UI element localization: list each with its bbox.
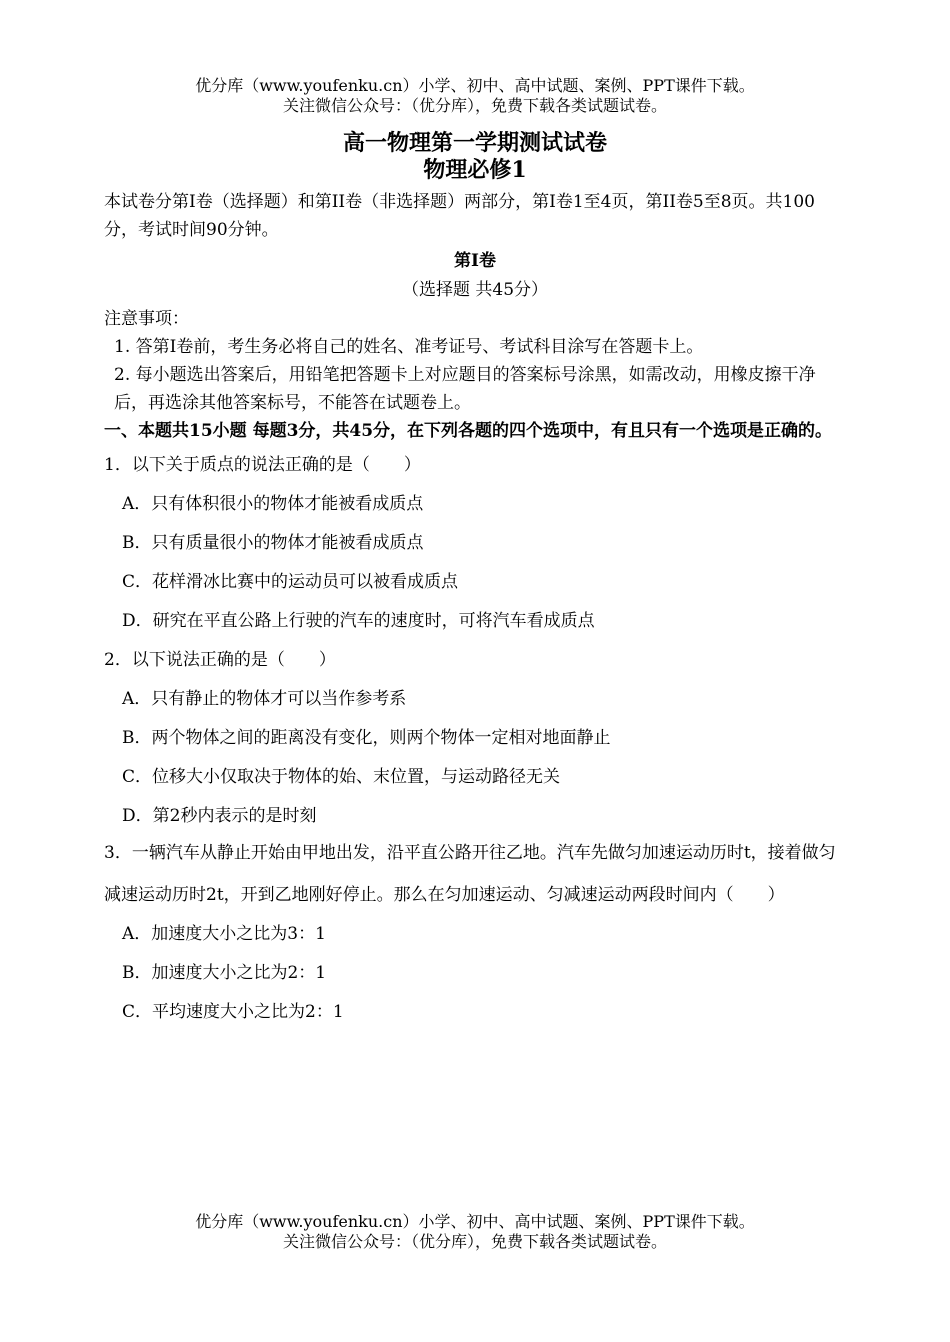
question-stem: 2．以下说法正确的是（ ） [104,650,336,670]
option-d: D．第2秒内表示的是时刻 [122,806,317,826]
section-1-instruction: 一、本题共15小题 每题3分，共45分，在下列各题的四个选项中，有且只有一个选项是正确的。 [104,421,833,441]
option-b: B．加速度大小之比为2：1 [122,963,327,983]
option-d: D．研究在平直公路上行驶的汽车的速度时，可将汽车看成质点 [122,611,595,631]
option-a: A．加速度大小之比为3：1 [122,924,326,944]
option-a: A．只有体积很小的物体才能被看成质点 [122,494,424,514]
title-block [0,130,950,184]
notice-heading: 注意事项： [104,309,189,329]
option-c: C．花样滑冰比赛中的运动员可以被看成质点 [122,572,459,592]
notice-item-2: 2. 每小题选出答案后，用铅笔把答题卡上对应题目的答案标号涂黑，如需改动，用橡皮擦干净后，再选涂其他答案标号，不能答在试题卷上。 [114,365,816,413]
option-b: B．两个物体之间的距离没有变化，则两个物体一定相对地面静止 [122,728,611,748]
exam-intro: 本试卷分第I卷（选择题）和第II卷（非选择题）两部分，第I卷1至4页，第II卷5至8页。共100分，考试时间90分钟。 [104,192,816,240]
footer-line-1: 优分库（www.youfenku.cn）小学、初中、高中试题、案例、PPT课件下载。 [195,1212,755,1231]
part1-subtitle: （选择题 共45分） [401,280,549,300]
question-3 [104,832,846,1026]
part1-title: 第I卷 [454,251,496,271]
question-2 [104,646,846,830]
header-line-1: 优分库（www.youfenku.cn）小学、初中、高中试题、案例、PPT课件下载。 [195,76,755,95]
exam-content [104,188,846,1026]
question-stem: 3．一辆汽车从静止开始由甲地出发，沿平直公路开往乙地。汽车先做匀加速运动历时t，接着做匀减速运动历时2t，开到乙地刚好停止。那么在匀加速运动、匀减速运动两段时间内（ ） [104,843,836,905]
option-c: C．平均速度大小之比为2：1 [122,1002,344,1022]
notice-item-1: 1. 答第I卷前，考生务必将自己的姓名、准考证号、考试科目涂写在答题卡上。 [114,337,704,357]
exam-subtitle: 物理必修1 [423,157,527,183]
header-line-2: 关注微信公众号：（优分库），免费下载各类试题试卷。 [282,96,667,115]
footer-line-2: 关注微信公众号：（优分库），免费下载各类试题试卷。 [282,1232,667,1251]
exam-title: 高一物理第一学期测试试卷 [342,130,607,156]
question-stem: 1．以下关于质点的说法正确的是（ ） [104,455,421,475]
page-header [0,76,950,116]
question-1 [104,451,846,635]
page-footer [0,1212,950,1252]
option-a: A．只有静止的物体才可以当作参考系 [122,689,407,709]
option-c: C．位移大小仅取决于物体的始、末位置，与运动路径无关 [122,767,561,787]
option-b: B．只有质量很小的物体才能被看成质点 [122,533,424,553]
